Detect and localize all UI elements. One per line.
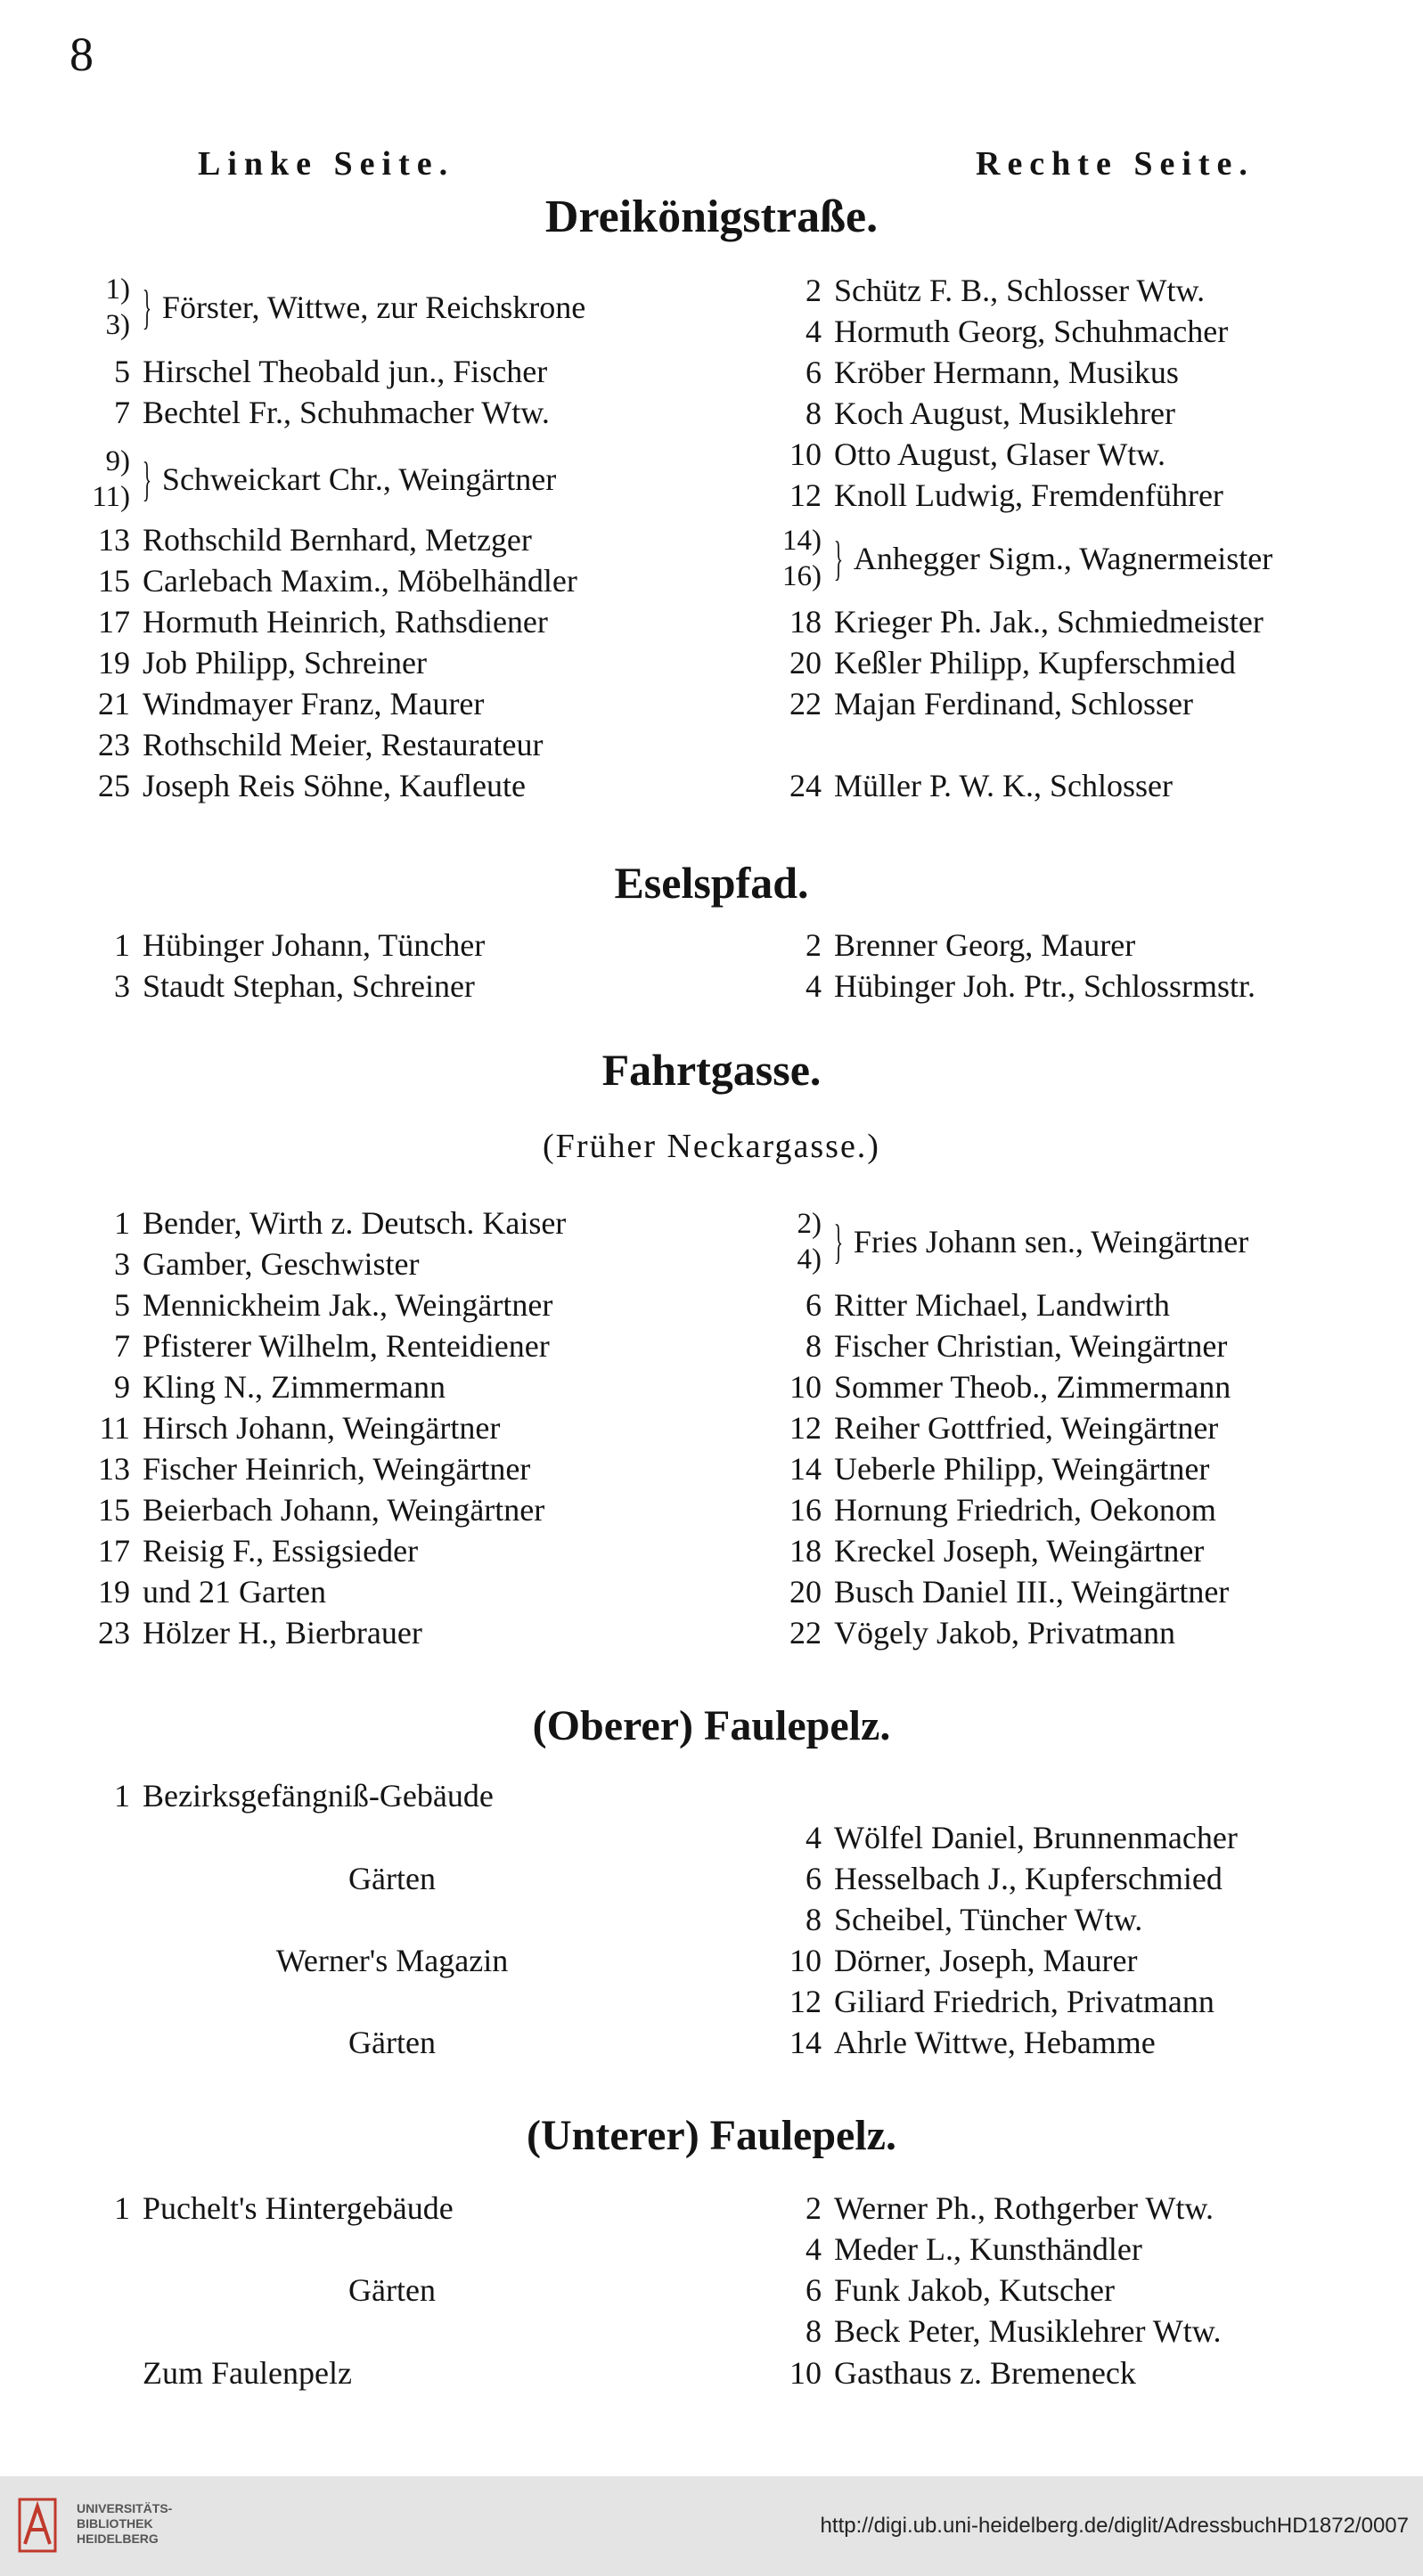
list-item: 14) 16) } Anhegger Sigm., Wagnermeister	[782, 525, 1273, 592]
list-item: 5 Hirschel Theobald jun., Fischer	[114, 354, 548, 389]
list-item: 19 und 21 Garten	[98, 1574, 326, 1610]
list-item: 3 Staudt Stephan, Schreiner	[114, 968, 475, 1004]
list-item: 21 Windmayer Franz, Maurer	[98, 686, 485, 721]
list-item: Werner's Magazin	[275, 1943, 509, 1978]
list-item: 19 Job Philipp, Schreiner	[98, 645, 427, 681]
page-number: 8	[70, 28, 94, 81]
list-item: 8 Beck Peter, Musiklehrer Wtw.	[806, 2313, 1222, 2349]
list-item: 23 Hölzer H., Bierbrauer	[98, 1615, 422, 1651]
list-item: 2 Werner Ph., Rothgerber Wtw.	[806, 2190, 1214, 2226]
library-name: UNIVERSITÄTS- BIBLIOTHEK HEIDELBERG	[77, 2501, 173, 2546]
list-item: 4 Hübinger Joh. Ptr., Schlossrmstr.	[806, 968, 1256, 1004]
list-item: 7 Bechtel Fr., Schuhmacher Wtw.	[114, 395, 550, 430]
list-item: 6 Kröber Hermann, Musikus	[806, 355, 1179, 390]
list-item: 7 Pfisterer Wilhelm, Renteidiener	[114, 1328, 550, 1364]
section-title-eselspfad: Eselspfad.	[614, 858, 809, 908]
list-item: 1 Bezirksgefängniß-Gebäude	[114, 1778, 494, 1814]
list-item: 12 Knoll Ludwig, Fremdenführer	[789, 477, 1223, 513]
list-item: 15 Beierbach Johann, Weingärtner	[98, 1492, 545, 1528]
list-item: 14 Ahrle Wittwe, Hebamme	[789, 2025, 1156, 2060]
list-item: 10 Gasthaus z. Bremeneck	[789, 2355, 1136, 2391]
section-title-oberer-faulepelz: (Oberer) Faulepelz.	[532, 1702, 891, 1749]
list-item: 1 Puchelt's Hintergebäude	[114, 2190, 454, 2226]
list-item: 18 Krieger Ph. Jak., Schmiedmeister	[789, 604, 1264, 640]
source-url-link[interactable]: http://digi.ub.uni-heidelberg.de/diglit/AdressbuchHD1872/0007	[820, 2514, 1409, 2538]
viewer-footer	[0, 2476, 1423, 2576]
list-item: 18 Kreckel Joseph, Weingärtner	[789, 1533, 1205, 1569]
left-side-heading: Linke Seite.	[198, 145, 455, 183]
list-item: Gärten	[348, 2025, 436, 2060]
list-item: 2) 4) } Fries Johann sen., Weingärtner	[797, 1208, 1249, 1276]
list-item: Gärten	[348, 2272, 436, 2308]
list-item: 15 Carlebach Maxim., Möbelhändler	[98, 563, 577, 599]
list-item: 8 Fischer Christian, Weingärtner	[806, 1328, 1228, 1364]
section-title-unterer-faulepelz: (Unterer) Faulepelz.	[527, 2112, 896, 2159]
list-item: Gärten	[348, 1861, 436, 1896]
list-item: 14 Ueberle Philipp, Weingärtner	[789, 1451, 1210, 1487]
list-item: 10 Otto August, Glaser Wtw.	[789, 436, 1165, 472]
list-item: 6 Funk Jakob, Kutscher	[806, 2272, 1115, 2308]
list-item: 1 Hübinger Johann, Tüncher	[114, 927, 486, 963]
list-item: 1) 3) } Förster, Wittwe, zur Reichskrone	[105, 273, 586, 341]
list-item: 8 Koch August, Musiklehrer	[806, 395, 1175, 431]
list-item: 8 Scheibel, Tüncher Wtw.	[806, 1902, 1143, 1937]
list-item: 22 Vögely Jakob, Privatmann	[789, 1615, 1175, 1651]
list-item: 6 Hesselbach J., Kupferschmied	[806, 1861, 1223, 1896]
list-item: 4 Meder L., Kunsthändler	[806, 2231, 1142, 2267]
list-item: 25 Joseph Reis Söhne, Kaufleute	[98, 768, 526, 803]
right-side-heading: Rechte Seite.	[976, 145, 1255, 183]
list-item: 23 Rothschild Meier, Restaurateur	[98, 727, 544, 762]
list-item: 4 Hormuth Georg, Schuhmacher	[806, 314, 1229, 349]
list-item: 13 Rothschild Bernhard, Metzger	[98, 522, 532, 558]
list-item: 24 Müller P. W. K., Schlosser	[789, 768, 1174, 803]
list-item: 2 Brenner Georg, Maurer	[806, 927, 1136, 963]
list-item: 22 Majan Ferdinand, Schlosser	[789, 686, 1193, 721]
list-item: 10 Dörner, Joseph, Maurer	[789, 1943, 1138, 1978]
list-item: 6 Ritter Michael, Landwirth	[806, 1287, 1170, 1323]
section-title-fahrtgasse: Fahrtgasse.	[601, 1045, 822, 1095]
section-title-dreikoenigstrasse: Dreikönigstraße.	[544, 192, 879, 242]
list-item: 2 Schütz F. B., Schlosser Wtw.	[806, 273, 1206, 308]
list-item: Zum Faulenpelz	[143, 2355, 352, 2391]
university-library-logo-icon	[18, 2496, 59, 2555]
section-subtitle-fahrtgasse: (Früher Neckargasse.)	[543, 1128, 880, 1165]
list-item: 1 Bender, Wirth z. Deutsch. Kaiser	[114, 1205, 567, 1241]
list-item: 9 Kling N., Zimmermann	[114, 1369, 446, 1405]
list-item: 4 Wölfel Daniel, Brunnenmacher	[806, 1820, 1238, 1855]
list-item: 5 Mennickheim Jak., Weingärtner	[114, 1287, 553, 1323]
list-item: 20 Keßler Philipp, Kupferschmied	[789, 645, 1236, 681]
list-item: 13 Fischer Heinrich, Weingärtner	[98, 1451, 531, 1487]
list-item: 12 Giliard Friedrich, Privatmann	[789, 1984, 1214, 2019]
list-item: 9) 11) } Schweickart Chr., Weingärtner	[92, 445, 557, 513]
list-item: 20 Busch Daniel III., Weingärtner	[789, 1574, 1230, 1610]
list-item: 10 Sommer Theob., Zimmermann	[789, 1369, 1231, 1405]
list-item: 16 Hornung Friedrich, Oekonom	[789, 1492, 1216, 1528]
list-item: 3 Gamber, Geschwister	[114, 1246, 420, 1282]
list-item: 17 Hormuth Heinrich, Rathsdiener	[98, 604, 548, 640]
list-item: 12 Reiher Gottfried, Weingärtner	[789, 1410, 1219, 1446]
list-item: 17 Reisig F., Essigsieder	[98, 1533, 419, 1569]
list-item: 11 Hirsch Johann, Weingärtner	[99, 1410, 501, 1446]
